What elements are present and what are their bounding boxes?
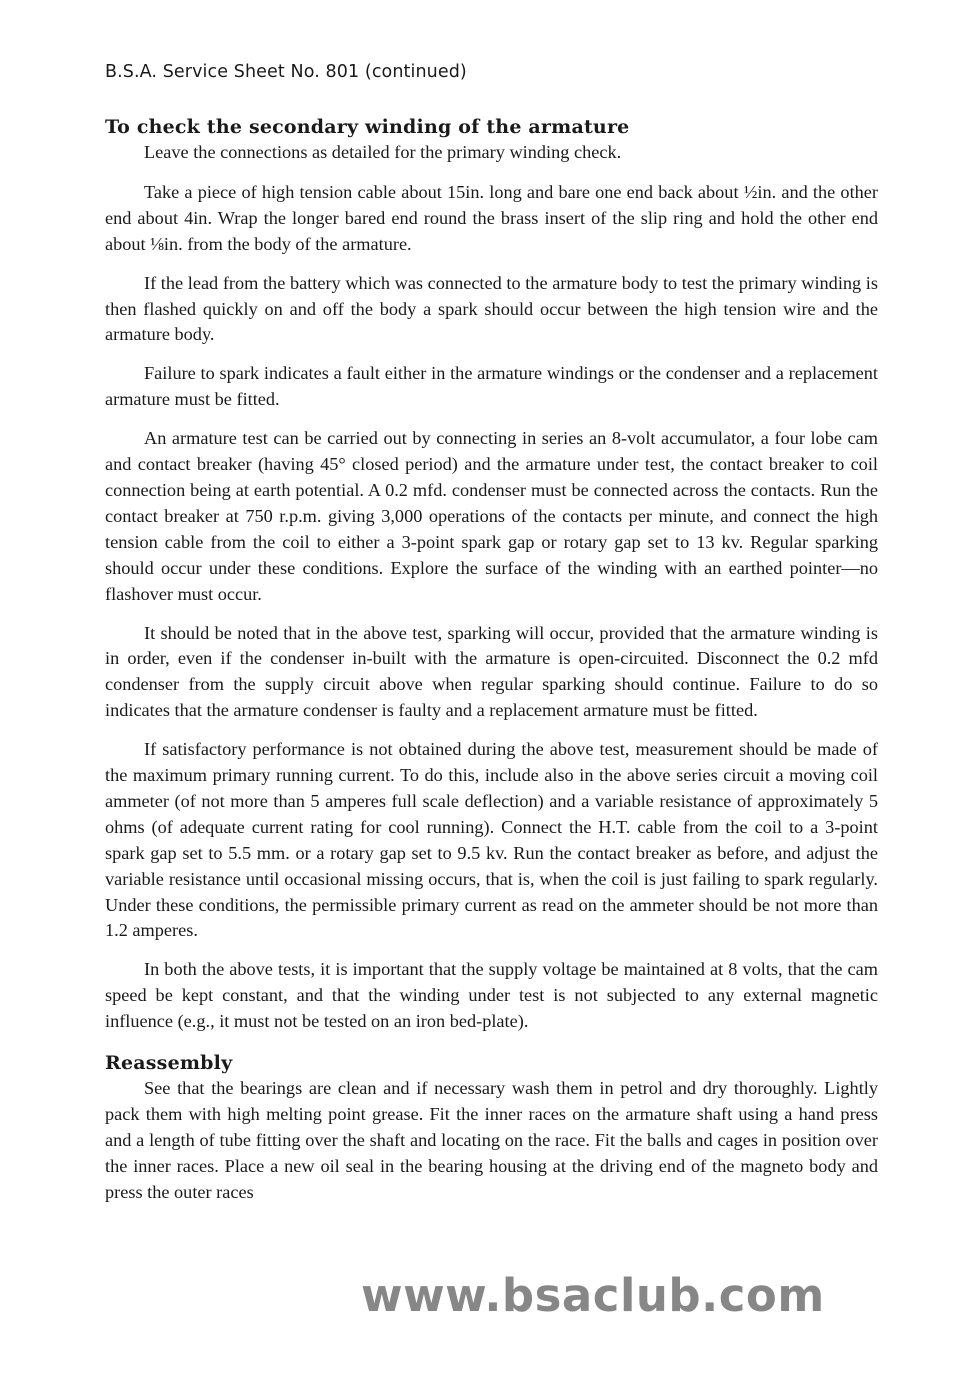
paragraph: If satisfactory performance is not obtained during the above test, measurement should be made of the maximum primary running current. To do this, include also in the above series circuit a moving coil ammeter (of not more than 5 amperes full scale deflection) and a variable resistance of approximately 5 ohms (of adequate current rating for cool running). Connect the H.T. cable from the coil to a 3-point spark gap set to 5.5 mm. or a rotary gap set to 9.5 kv. Run the contact breaker as before, and adjust the variable resistance until occasional missing occurs, that is, when the coil is just failing to spark regularly. Under these conditions, the permissible primary current as read on the ammeter should be not more than 1.2 amperes.: [105, 739, 878, 941]
sheet-header: B.S.A. Service Sheet No. 801 (continued): [105, 62, 467, 82]
section-heading-reassembly: Reassembly: [105, 1052, 233, 1075]
paragraph: Failure to spark indicates a fault either in the armature windings or the condenser and a replacement armature must be fitted.: [105, 363, 878, 410]
paragraph: If the lead from the battery which was connected to the armature body to test the primary winding is then flashed quickly on and off the body a spark should occur between the high tension wire and the armature body.: [105, 272, 878, 345]
paragraph: An armature test can be carried out by connecting in series an 8-volt accumulator, a four lobe cam and contact breaker (having 45° closed period) and the armature under test, the contact breaker to coil connection being at earth potential. A 0.2 mfd. condenser must be connected across the contacts. Run the contact breaker at 750 r.p.m. giving 3,000 operations of the contacts per minute, and connect the high tension cable from the coil to either a 3-point spark gap or rotary gap set to 13 kv. Regular sparking should occur under these conditions. Explore the surface of the winding with an earthed pointer—no flashover must occur.: [105, 428, 878, 604]
site-watermark: www.bsaclub.com: [361, 1269, 825, 1322]
paragraph: It should be noted that in the above test, sparking will occur, provided that the armature winding is in order, even if the condenser in-built with the armature is open-circuited. Disconnect the 0.2 mfd condenser from the supply circuit above when regular sparking should continue. Failure to do so indicates that the armature condenser is faulty and a replacement armature must be fitted.: [105, 622, 878, 721]
paragraph: Leave the connections as detailed for the primary winding check.: [144, 142, 622, 162]
paragraph: In both the above tests, it is important that the supply voltage be maintained at 8 volts, that the cam speed be kept constant, and that the winding under test is not subjected to any external magnetic influence (e.g., it must not be tested on an iron bed-plate).: [105, 959, 878, 1032]
service-sheet-page: [105, 62, 878, 1219]
paragraph: Take a piece of high tension cable about 15in. long and bare one end back about ½in. and the other end about 4in. Wrap the longer bared end round the brass insert of the slip ring and hold the other end about ⅛in. from the body of the armature.: [105, 181, 878, 254]
section-heading-secondary-winding: To check the secondary winding of the armature: [105, 116, 630, 138]
paragraph: See that the bearings are clean and if necessary wash them in petrol and dry thoroughly. Lightly pack them with high melting point grease. Fit the inner races on the armature shaft using a hand press and a length of tube fitting over the shaft and locating on the race. Fit the balls and cages in position over the inner races. Place a new oil seal in the bearing housing at the driving end of the magneto body and press the outer races: [105, 1078, 878, 1202]
